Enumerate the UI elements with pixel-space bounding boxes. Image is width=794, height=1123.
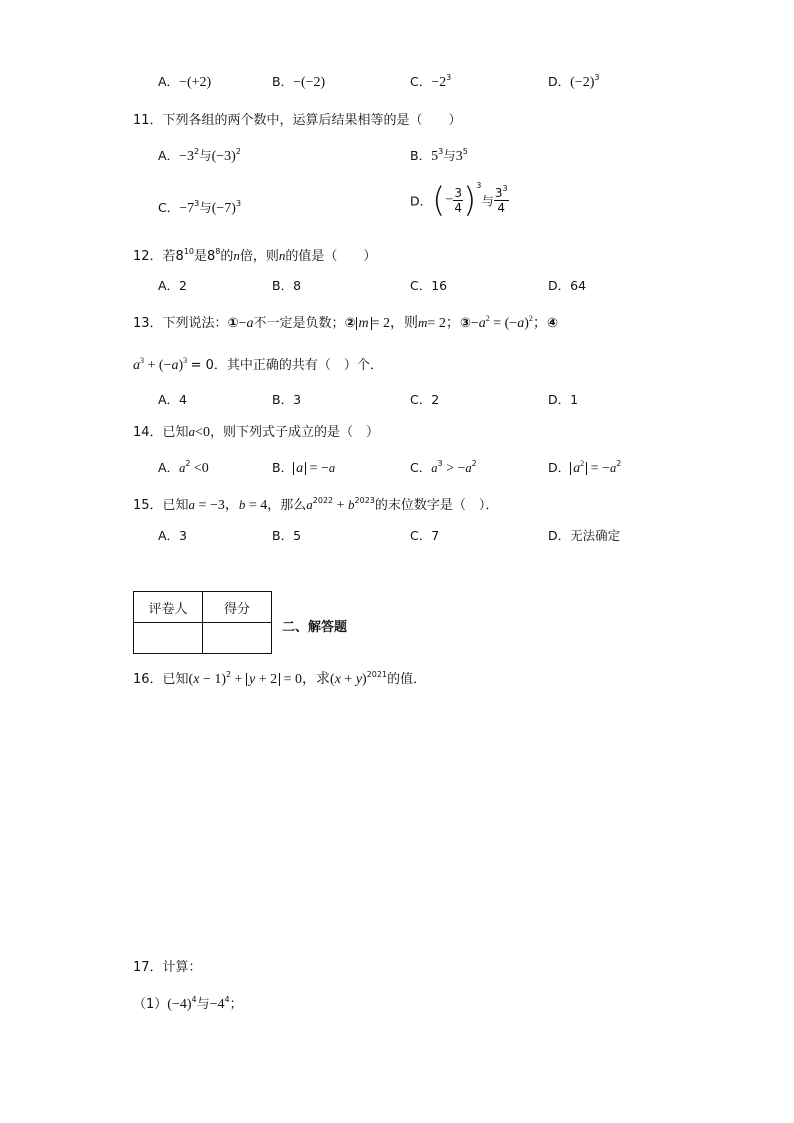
score-table-grader-cell [134, 623, 203, 654]
q11-option-d: D．(− $\frac{3}{4}$ )$^3$与 $\frac{3^3}{4}$ [410, 180, 508, 221]
q11-option-a: A．$-3^2$与$(-3)^2$ [158, 147, 241, 164]
q15-stem: 15．已知a = −3，b = 4，那么$a^{2022} + b^{2023}$的末位数字是（ ）． [133, 496, 499, 513]
q10-option-d: D．$(-2)^3$ [548, 73, 600, 90]
q10-a-math: −(+2) [179, 75, 212, 90]
q16-stem: 16．已知$(x - 1)^2 + y + 2 = 0$，求$(x + y)^{2021}$的值． [133, 670, 427, 687]
q13-option-d: D．1 [548, 392, 579, 407]
q15-option-b: B．5 [272, 528, 302, 543]
q14-stem: 14．已知a<0，则下列式子成立的是（ ） [133, 424, 379, 440]
q10-b-math: −(−2) [293, 75, 326, 90]
q12-option-b: B．8 [272, 278, 302, 293]
q13-option-c: C．2 [410, 392, 440, 407]
q12-option-a: A．2 [158, 278, 188, 293]
score-table-score-cell [203, 623, 272, 654]
q17-stem: 17．计算： [133, 960, 202, 975]
q13-option-b: B．3 [272, 392, 302, 407]
q14-option-a: A．$a^2 <0$ [158, 459, 209, 476]
q12-option-c: C．16 [410, 278, 448, 293]
q12-option-d: D．64 [548, 278, 587, 293]
q11-option-b: B．$5^3$与$3^5$ [410, 147, 468, 164]
q11-stem: 11．下列各组的两个数中，运算后结果相等的是（ ） [133, 113, 462, 128]
q15-option-d: D．无法确定 [548, 528, 621, 543]
q14-option-b: B． a = −a [272, 460, 336, 476]
q15-option-c: C．7 [410, 528, 440, 543]
q13-option-a: A．4 [158, 392, 188, 407]
score-table-grader-header: 评卷人 [134, 592, 203, 623]
section-title: 二、解答题 [282, 620, 348, 635]
q10-option-c: C．$-2^3$ [410, 73, 452, 90]
q14-option-c: C．$a^3 > -a^2$ [410, 459, 477, 476]
q12-stem: 12．若$8^{10}$是$8^8$的n倍，则n的值是（ ） [133, 247, 377, 264]
q15-option-a: A．3 [158, 528, 188, 543]
q11-option-c: C．$-7^3$与$(-7)^3$ [158, 199, 242, 216]
q14-option-d: D． $a^2 = -a^2$ [548, 459, 622, 476]
q17-sub1: $(1)(-4)^4$与$-4^4$； [133, 995, 243, 1012]
score-table [133, 591, 272, 654]
q13-stem-line2: $a^3 + (-a)^3 = 0$．其中正确的共有（ ）个． [133, 356, 383, 373]
q13-stem: 13．下列说法：①−a不一定是负数；② m = 2，则m= 2；$③-a^2 = (-a)^2$；④ [133, 314, 558, 331]
score-table-score-header: 得分 [203, 592, 272, 623]
q10-option-a: A．−(+2) [158, 74, 212, 90]
q10-option-b: B．−(−2) [272, 74, 326, 90]
